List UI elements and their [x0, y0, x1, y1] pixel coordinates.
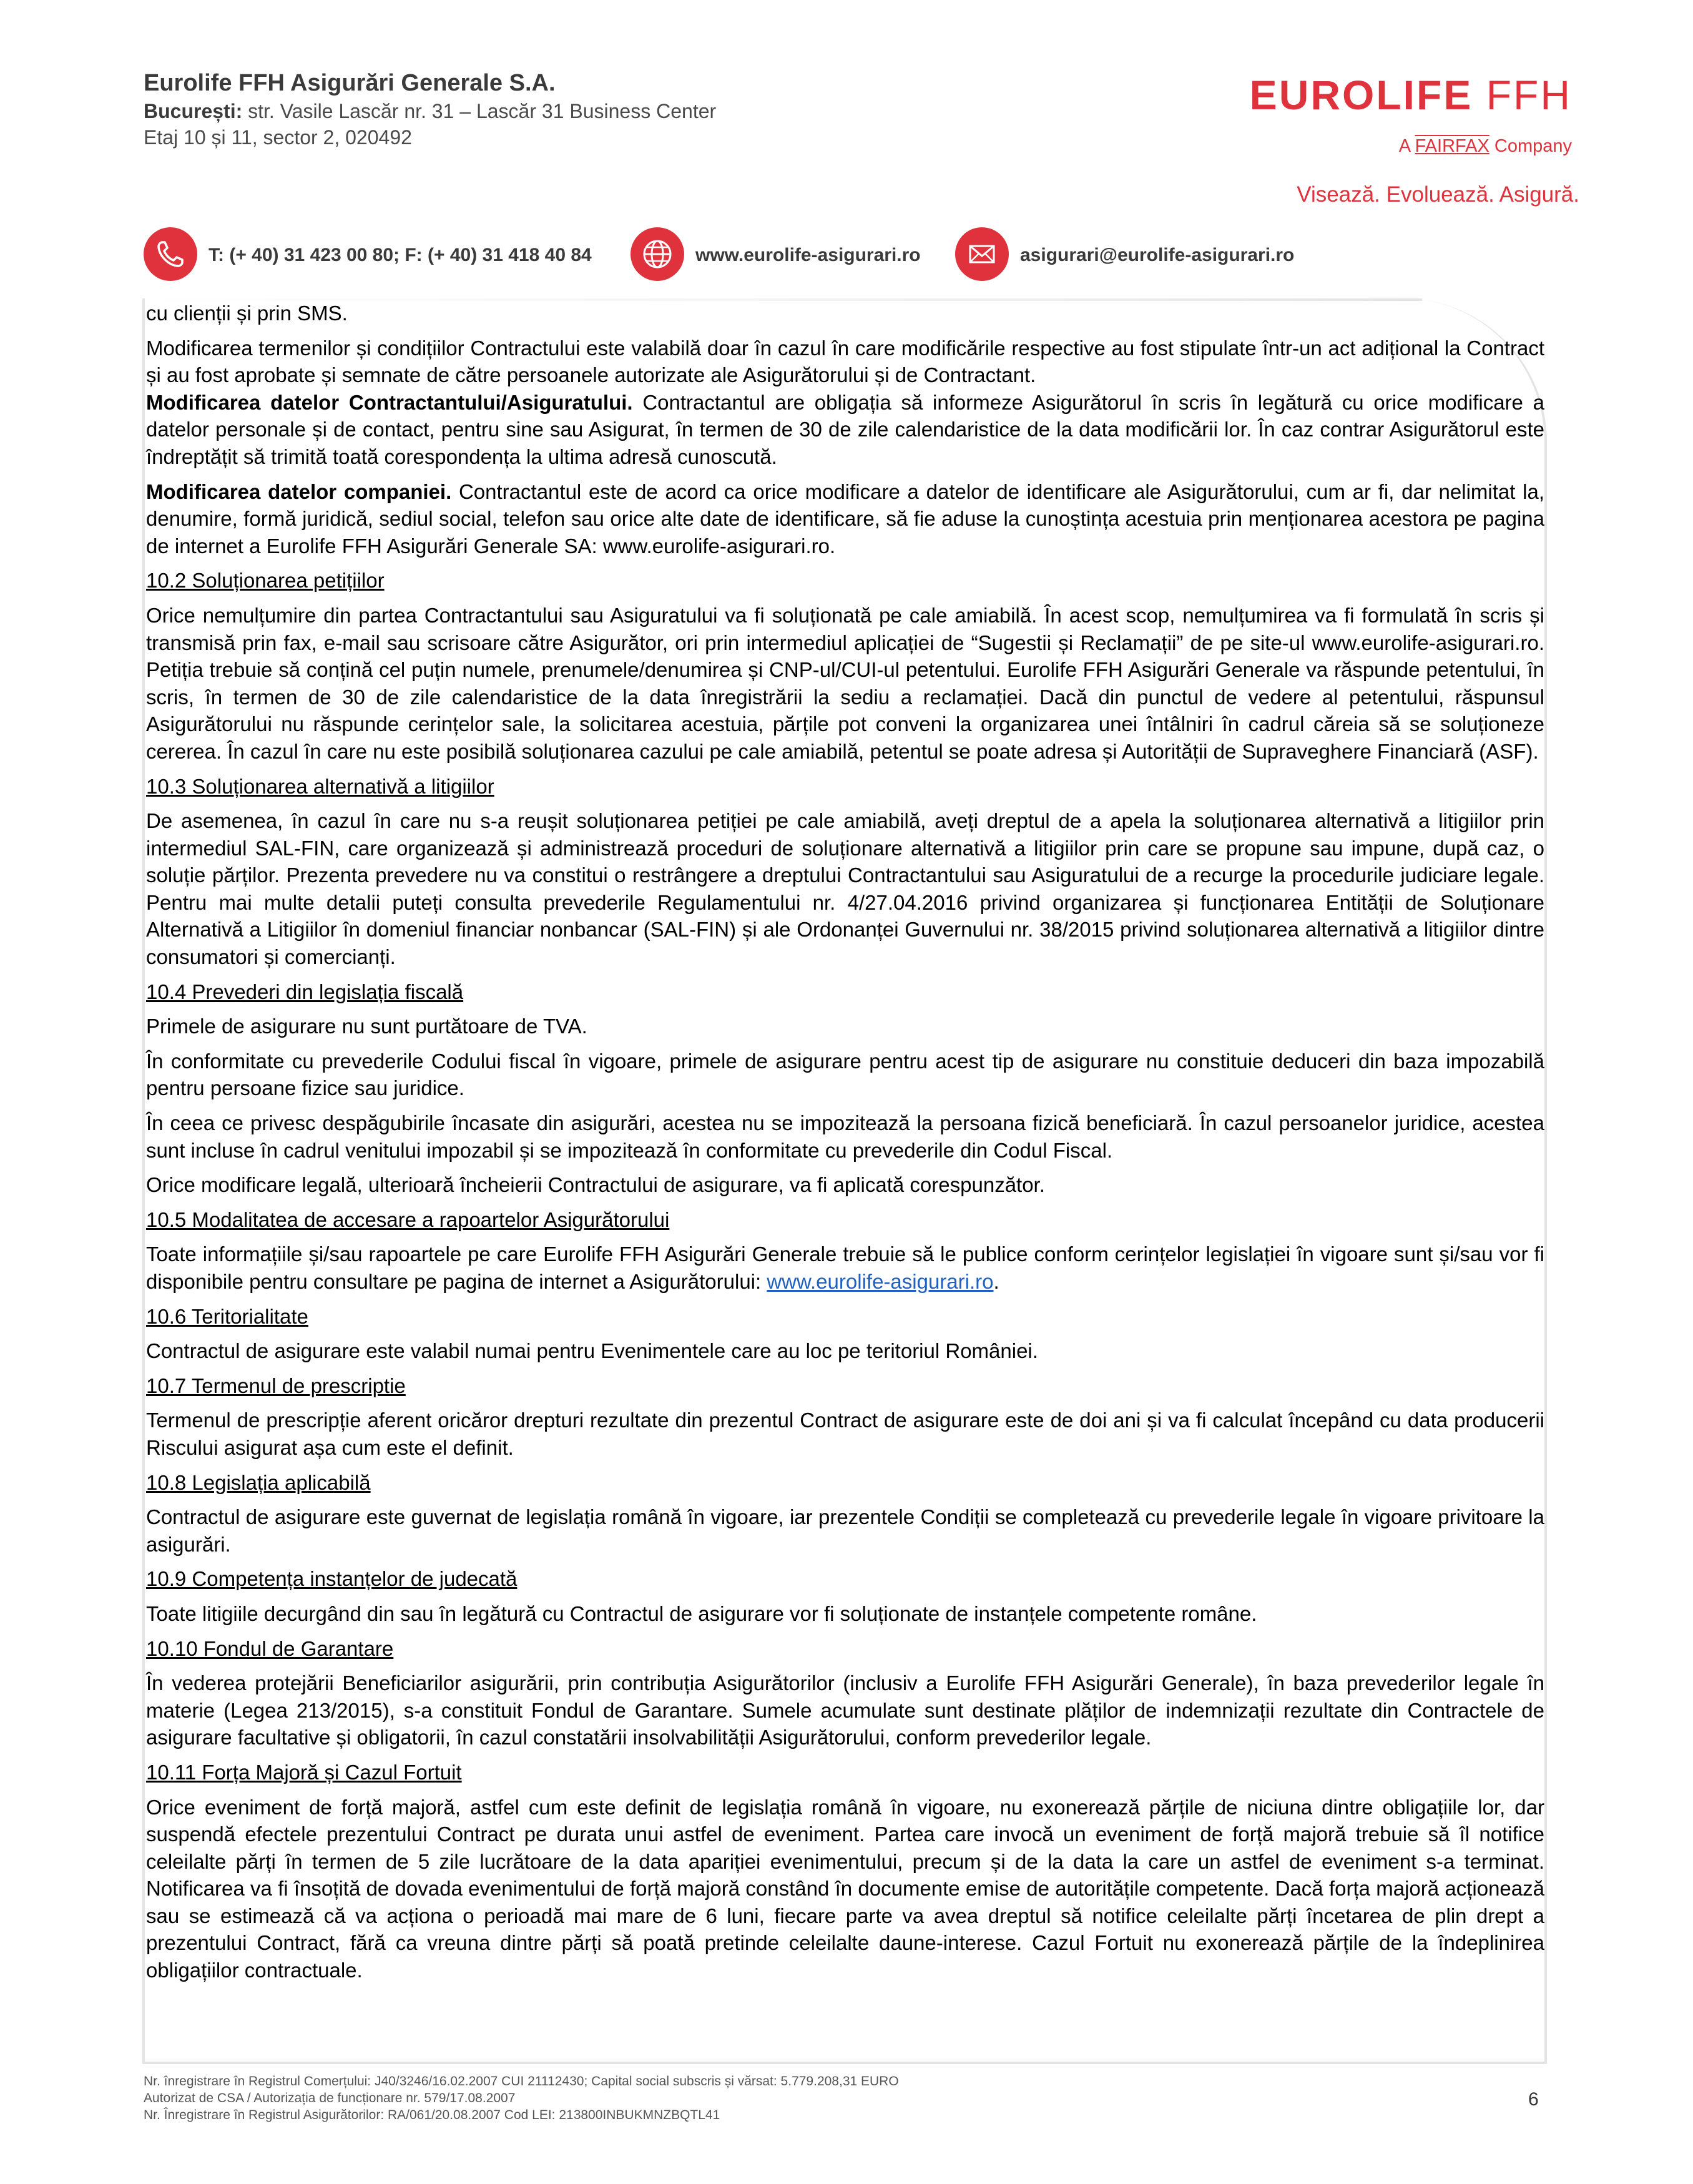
paragraph-10-2: Orice nemulțumire din partea Contractantului sau Asiguratului va fi soluționată pe cale amiabilă. În acest scop, nemulțumirea va fi formulată în scris și transmisă prin fax, e-mail sau scrisoare către Asigurător, ori prin intermediul aplicației de “Sugestii și Reclamații” de pe site-ul www.eurolife-asigurari.ro. Petiția trebuie să conțină cel puțin numele, prenumele/denumirea și CNP-ul/CUI-ul petentului. Eurolife FFH Asigurări Generale va răspunde petentului, în scris, în termen de 30 de zile calendaristice de la data înregistrării la sediu a reclamației. Dacă din punctul de vedere al petentului, răspunsul Asigurătorului nu răspunde cerințelor sale, la solicitarea acestuia, părțile pot conveni la organizarea unei întâlniri în cadrul căreia să se soluționeze cererea. În cazul în care nu este posibilă soluționarea cazului pe cale amiabilă, petentul se poate adresa și Autorității de Supraveghere Financiară (ASF).: [146, 603, 1544, 763]
paragraph-10-3: De asemenea, în cazul în care nu s-a reușit soluționarea petiției pe cale amiabilă, aveți dreptul de a apela la soluționarea alternativă a litigiilor prin intermediul SAL-FIN, care organizează și administrează proceduri de soluționare alternativă a litigiilor prin care se propune sau impune, după caz, o soluție părților. Prezenta prevedere nu va constitui o restrângere a dreptului Contractantului sau Asiguratului de a recurge la procedurile judiciare legale. Pentru mai multe detalii puteți consulta prevederile Regulamentului nr. 4/27.04.2016 privind organizarea și funcționarea Entității de Soluționare Alternativă a Litigiilor în domeniul financiar nonbancar (SAL-FIN) și ale Ordonanței Guvernului nr. 38/2015 privind soluționarea alternativă a litigiilor dintre consumatori și comercianți.: [146, 809, 1544, 969]
paragraph-10-7: Termenul de prescripție aferent oricăror drepturi rezultate din prezentul Contract de asigurare este de doi ani și va fi calculat începând cu data producerii Riscului asigurat așa cum este el definit.: [146, 1409, 1544, 1459]
company-address-line-2: Etaj 10 și 11, sector 2, 020492: [144, 126, 412, 149]
paragraph-text: Contractantul este de acord ca orice modificare a datelor de identificare ale Asigurătorului, cum ar fi, dar nelimitat la, denumire, formă juridică, sediul social, telefon sau orice alte date de identificare, să fie aduse la cunoștința acestuia prin menționarea acestora pe pagina de internet a Eurolife FFH Asigurări Generale SA: www.eurolife-asigurari.ro.: [146, 480, 1545, 558]
paragraph-10-4-cod-fiscal: În conformitate cu prevederile Codului fiscal în vigoare, primele de asigurare pentru acest tip de asigurare nu constituie deduceri din baza impozabilă pentru persoane fizice sau juridice.: [146, 1049, 1544, 1100]
section-heading-10-10: 10.10 Fondul de Garantare: [146, 1636, 394, 1660]
email-text[interactable]: asigurari@eurolife-asigurari.ro: [1020, 245, 1295, 265]
paragraph-10-11: Orice eveniment de forță majoră, astfel cum este definit de legislația română în vigoare, nu exonerează părțile de niciuna dintre obligațiile lor, dar suspendă efectele prezentului Contract pe durata unui astfel de eveniment. Partea care invocă un eveniment de forță majoră trebuie să îl notifice celeilalte părți în termen de 5 zile lucrătoare de la data apariției evenimentului, precum și de la data la care un astfel de eveniment s-a terminat. Notificarea va fi însoțită de dovada evenimentului de forță majoră constând în documente emise de autoritățile competente. Dacă forța majoră acționează sau se estimează că va acționa o perioadă mai mare de 6 luni, fiecare parte va avea dreptul să notifice celeilalte părți încetarea de plin drept a prezentului Contract, fără ca vreuna dintre părți să poată pretinde celeilalte daune-interese. Cazul Fortuit nu exonerează părțile de la îndeplinirea obligațiilor contractuale.: [146, 1795, 1544, 1982]
footer-registration-line: Nr. înregistrare în Registrul Comerțului: J40/3246/16.02.2007 CUI 21112430; Capital social subscris și vărsat: 5.779.208,31 EURO: [144, 2074, 899, 2088]
document-body: [146, 300, 1544, 1984]
section-heading-10-5: 10.5 Modalitatea de accesare a rapoartelor Asigurătorului: [146, 1208, 670, 1231]
paragraph-text: Contractantul are obligația să informeze Asigurătorul în scris în legătură cu orice modificare a datelor personale și de contact, pentru sine sau Asigurat, în termen de 30 de zile calendaristice de la data modificării lor. În caz contrar Asigurătorul este îndreptățit să trimită toată corespondența la ultima adresă cunoscută.: [146, 390, 1544, 468]
footer-insurer-register-line: Nr. Înregistrare în Registrul Asigurătorilor: RA/061/20.08.2007 Cod LEI: 213800INBUKMNZBQTL41: [144, 2108, 720, 2122]
company-name: Eurolife FFH Asigurări Generale S.A.: [144, 70, 556, 96]
section-heading-10-3: 10.3 Soluționarea alternativă a litigiilor: [146, 774, 494, 798]
paragraph-10-9: Toate litigiile decurgând din sau în legătură cu Contractul de asigurare vor fi soluționate de instanțele competente române.: [146, 1601, 1257, 1625]
section-heading-10-2: 10.2 Soluționarea petițiilor: [146, 569, 385, 593]
address-street: str. Vasile Lascăr nr. 31 – Lascăr 31 Business Center: [242, 100, 717, 122]
bold-lead: Modificarea datelor companiei.: [146, 480, 452, 503]
bold-lead: Modificarea datelor Contractantului/Asiguratului.: [146, 390, 633, 414]
paragraph-10-10: În vederea protejării Beneficiarilor asigurării, prin contribuția Asigurătorilor (inclusiv a Eurolife FFH Asigurări Generale), în baza prevederilor legale în materie (Legea 213/2015), s-a constituit Fondul de Garantare. Sumele acumulate sunt destinate plăților de indemnizații rezultate din Contractele de asigurare facultative și obligatorii, în cazul constatării insolvabilității Asigurătorului, conform prevederilor legale.: [146, 1671, 1544, 1749]
website-text[interactable]: www.eurolife-asigurari.ro: [695, 245, 921, 265]
paragraph-text: Toate informațiile și/sau rapoartele pe care Eurolife FFH Asigurări Generale trebuie să le publice conform cerințelor legislației în vigoare sunt și/sau vor fi disponibile pentru consultare pe pagina de internet a Asigurătorului:: [146, 1242, 1544, 1293]
letterhead: [144, 70, 1579, 295]
logo-wordmark: [1250, 71, 1572, 119]
website-link[interactable]: www.eurolife-asigurari.ro: [767, 1270, 994, 1293]
logo-fairfax-line: [1399, 136, 1572, 157]
company-address-line-1: [144, 100, 716, 123]
phone-fax-text: T: (+ 40) 31 423 00 80; F: (+ 40) 31 418 40 84: [209, 245, 592, 265]
phone-icon: [144, 227, 197, 281]
logo-wordmark-ffh: FFH: [1473, 72, 1572, 118]
registration-footer: [144, 2073, 899, 2123]
paragraph-modificarea-termenilor: Modificarea termenilor și condițiilor Contractului este valabilă doar în cazul în care modificările respective au fost stipulate într-un act adițional la Contract și au fost aprobate și semnate de către persoanele autorizate ale Asigurătorului și de Contractant.: [146, 336, 1544, 387]
paragraph-10-4-despagubiri: În ceea ce privesc despăgubirile încasate din asigurări, acestea nu se impozitează la persoana fizică beneficiară. În cazul persoanelor juridice, acestea sunt incluse în cadrul venitului impozabil și se impozitează în conformitate cu prevederile din Codul Fiscal.: [146, 1111, 1544, 1162]
contact-bar: [144, 227, 1455, 283]
section-heading-10-4: 10.4 Prevederi din legislația fiscală: [146, 980, 464, 1003]
logo-wordmark-eurolife: EUROLIFE: [1249, 72, 1473, 118]
eurolife-logo: [1249, 70, 1579, 232]
section-heading-10-8: 10.8 Legislația aplicabilă: [146, 1470, 371, 1494]
section-heading-10-9: 10.9 Competența instanțelor de judecată: [146, 1567, 518, 1591]
section-heading-10-6: 10.6 Teritorialitate: [146, 1304, 308, 1328]
paragraph-10-4-modificare-legala: Orice modificare legală, ulterioară încheierii Contractului de asigurare, va fi aplicată corespunzător.: [146, 1173, 1045, 1197]
envelope-icon: [955, 227, 1009, 281]
section-heading-10-7: 10.7 Termenul de prescriptie: [146, 1374, 406, 1397]
logo-fairfax-a: A: [1398, 136, 1415, 156]
paragraph-end: .: [993, 1270, 999, 1293]
footer-authorization-line: Autorizat de CSA / Autorizația de funcționare nr. 579/17.08.2007: [144, 2091, 516, 2105]
paragraph-10-5: [146, 1241, 1544, 1295]
logo-fairfax-company: Company: [1489, 136, 1572, 156]
paragraph-modificarea-datelor-companiei: [146, 478, 1544, 560]
address-city: București:: [144, 100, 243, 122]
globe-icon: [631, 227, 684, 281]
paragraph-sms: cu clienții și prin SMS.: [146, 302, 348, 325]
paragraph-10-4-tva: Primele de asigurare nu sunt purtătoare de TVA.: [146, 1015, 587, 1038]
logo-fairfax-word: FAIRFAX: [1415, 136, 1489, 156]
section-heading-10-11: 10.11 Forța Majoră și Cazul Fortuit: [146, 1760, 462, 1784]
tagline: Visează. Evoluează. Asigură.: [1297, 182, 1579, 207]
paragraph-10-6: Contractul de asigurare este valabil numai pentru Evenimentele care au loc pe teritoriul României.: [146, 1339, 1038, 1363]
paragraph-10-8: Contractul de asigurare este guvernat de legislația română în vigoare, iar prezentele Condiții se completează cu prevederile legale în vigoare privitoare la asigurări.: [146, 1505, 1544, 1556]
paragraph-modificarea-datelor-contractantului: [146, 389, 1544, 471]
page-number: 6: [1528, 2089, 1539, 2110]
